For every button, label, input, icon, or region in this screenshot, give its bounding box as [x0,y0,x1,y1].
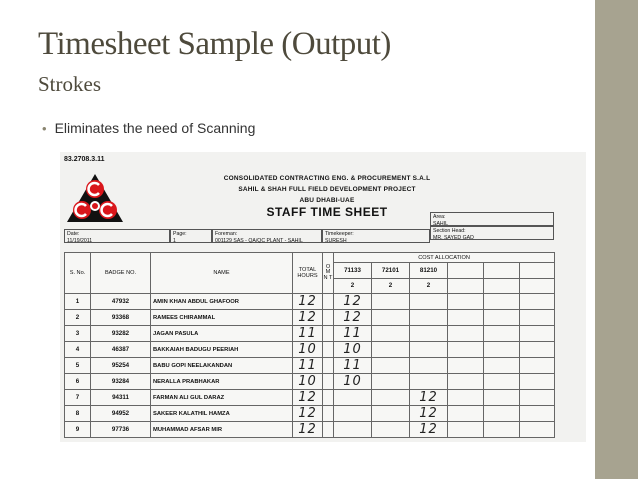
row-sno: 3 [65,326,91,342]
row-cost-empty [484,342,520,358]
area-box [430,212,554,226]
row-name: JAGAN PASULA [151,326,293,342]
slide-title: Timesheet Sample (Output) [38,26,391,62]
row-omnt [323,374,334,390]
row-omnt [323,358,334,374]
table-header-row [65,253,555,263]
row-cost-71133 [334,422,372,438]
row-omnt [323,422,334,438]
row-cost-empty [520,422,555,438]
row-cost-empty [520,406,555,422]
row-badge: 97736 [91,422,151,438]
row-cost-81210 [410,374,448,390]
row-total-hours: 10 [293,342,323,358]
row-name: RAMEES CHIRAMMAL [151,310,293,326]
row-cost-81210 [410,294,448,310]
section-head-box [430,226,554,240]
row-cost-72101 [372,406,410,422]
row-cost-empty [484,310,520,326]
header-badge: BADGE NO. [91,253,151,294]
row-cost-71133: 10 [334,374,372,390]
date-label: Date: [67,231,80,237]
row-cost-81210: 12 [410,390,448,406]
row-cost-71133: 11 [334,358,372,374]
table-row [65,294,555,310]
table-row [65,358,555,374]
row-cost-empty [448,342,484,358]
bullet-dot-icon: • [42,120,47,136]
row-badge: 93284 [91,374,151,390]
row-cost-71133: 10 [334,342,372,358]
row-sno: 2 [65,310,91,326]
row-name: NERALLA PRABHAKAR [151,374,293,390]
row-total-hours: 12 [293,422,323,438]
row-sno: 7 [65,390,91,406]
row-cost-empty [448,326,484,342]
row-cost-empty [484,326,520,342]
row-cost-72101 [372,342,410,358]
row-name: BAKKAIAH BADUGU PEERIAH [151,342,293,358]
row-cost-72101 [372,390,410,406]
document-code: 83.2708.3.11 [64,156,105,163]
row-cost-empty [484,422,520,438]
code-value: 2 [334,278,372,294]
cost-code-empty [448,263,484,279]
cost-code-empty [484,263,520,279]
header-cost-allocation: COST ALLOCATION [334,253,555,263]
page-value: 1 [173,237,176,244]
row-sno: 1 [65,294,91,310]
date-value: 11/19/2011 [67,237,93,244]
row-cost-71133 [334,390,372,406]
row-cost-empty [448,294,484,310]
company-name: CONSOLIDATED CONTRACTING ENG. & PROCUREMENT S.A.L [223,175,431,182]
page-box [170,229,212,243]
row-omnt [323,310,334,326]
table-row [65,406,555,422]
row-cost-empty [520,374,555,390]
table-row [65,326,555,342]
row-omnt [323,406,334,422]
bullet-item [42,120,255,136]
row-badge: 94952 [91,406,151,422]
row-badge: 46387 [91,342,151,358]
area-label: Area: [433,214,446,220]
project-name: SAHIL & SHAH FULL FIELD DEVELOPMENT PROJECT [238,186,416,193]
bullet-text: Eliminates the need of Scanning [54,120,256,136]
row-total-hours: 12 [293,406,323,422]
row-name: AMIN KHAN ABDUL GHAFOOR [151,294,293,310]
row-cost-72101 [372,374,410,390]
row-name: FARMAN ALI GUL DARAZ [151,390,293,406]
row-cost-71133: 12 [334,294,372,310]
row-cost-empty [484,390,520,406]
row-name: SAKEER KALATHIL HAMZA [151,406,293,422]
table-row [65,422,555,438]
date-box [64,229,170,243]
row-sno: 6 [65,374,91,390]
timesheet-image [60,152,586,442]
header-total-hours: TOTAL HOURS [293,253,323,294]
row-cost-71133: 11 [334,326,372,342]
row-badge: 47932 [91,294,151,310]
row-cost-81210: 12 [410,422,448,438]
timekeeper-box [322,229,430,243]
row-omnt [323,342,334,358]
row-cost-81210 [410,342,448,358]
row-cost-empty [520,342,555,358]
foreman-value: 001129 SAS - QA/QC PLANT - SAHIL [215,237,303,244]
row-cost-81210 [410,310,448,326]
row-cost-81210: 12 [410,406,448,422]
cost-code: 72101 [372,263,410,279]
code-value-empty [520,278,555,294]
row-badge: 95254 [91,358,151,374]
row-cost-empty [448,310,484,326]
row-cost-72101 [372,294,410,310]
row-total-hours: 12 [293,310,323,326]
row-total-hours: 11 [293,326,323,342]
row-omnt [323,390,334,406]
row-omnt [323,294,334,310]
row-cost-empty [448,422,484,438]
page-label: Page: [173,231,187,237]
header-name: NAME [151,253,293,294]
row-cost-empty [520,326,555,342]
row-badge: 94311 [91,390,151,406]
row-cost-empty [448,390,484,406]
table-row [65,374,555,390]
table-row [65,390,555,406]
row-badge: 93368 [91,310,151,326]
code-value-empty [448,278,484,294]
row-cost-empty [520,390,555,406]
area-value: SAHIL [433,220,448,227]
row-badge: 93282 [91,326,151,342]
row-cost-81210 [410,326,448,342]
row-sno: 8 [65,406,91,422]
row-cost-71133: 12 [334,310,372,326]
code-value: 2 [410,278,448,294]
row-total-hours: 11 [293,358,323,374]
row-cost-empty [520,310,555,326]
row-total-hours: 10 [293,374,323,390]
sheet-title: STAFF TIME SHEET [266,205,388,219]
row-sno: 5 [65,358,91,374]
row-cost-72101 [372,358,410,374]
timesheet-table [64,252,555,438]
foreman-label: Foreman: [215,231,238,237]
row-cost-81210 [410,358,448,374]
row-cost-empty [520,358,555,374]
timekeeper-value: SURESH [325,237,347,244]
row-cost-72101 [372,422,410,438]
cost-code-empty [520,263,555,279]
row-total-hours: 12 [293,294,323,310]
row-sno: 4 [65,342,91,358]
row-cost-empty [448,374,484,390]
project-location: ABU DHABI-UAE [299,197,355,204]
row-cost-empty [448,406,484,422]
header-sno: S. No. [65,253,91,294]
row-cost-72101 [372,310,410,326]
cost-code: 81210 [410,263,448,279]
row-cost-empty [484,406,520,422]
row-cost-empty [448,358,484,374]
row-cost-empty [484,294,520,310]
accent-sidebar [595,0,638,479]
row-omnt [323,326,334,342]
timekeeper-label: Timekeeper: [325,231,354,237]
code-value: 2 [372,278,410,294]
row-total-hours: 12 [293,390,323,406]
row-sno: 9 [65,422,91,438]
row-name: BABU GOPI NEELAKANDAN [151,358,293,374]
section-head-value: MR. SAYED GAD [433,234,474,241]
ccc-triangle-logo-icon [65,172,125,224]
slide-subtitle: Strokes [38,72,101,96]
row-cost-71133 [334,406,372,422]
header-omnt: O M N T [323,253,334,294]
row-name: MUHAMMAD AFSAR MIR [151,422,293,438]
table-row [65,310,555,326]
cost-code: 71133 [334,263,372,279]
section-head-label: Section Head: [433,228,466,234]
code-value-empty [484,278,520,294]
row-cost-72101 [372,326,410,342]
row-cost-empty [484,374,520,390]
row-cost-empty [484,358,520,374]
table-row [65,342,555,358]
foreman-box [212,229,322,243]
row-cost-empty [520,294,555,310]
